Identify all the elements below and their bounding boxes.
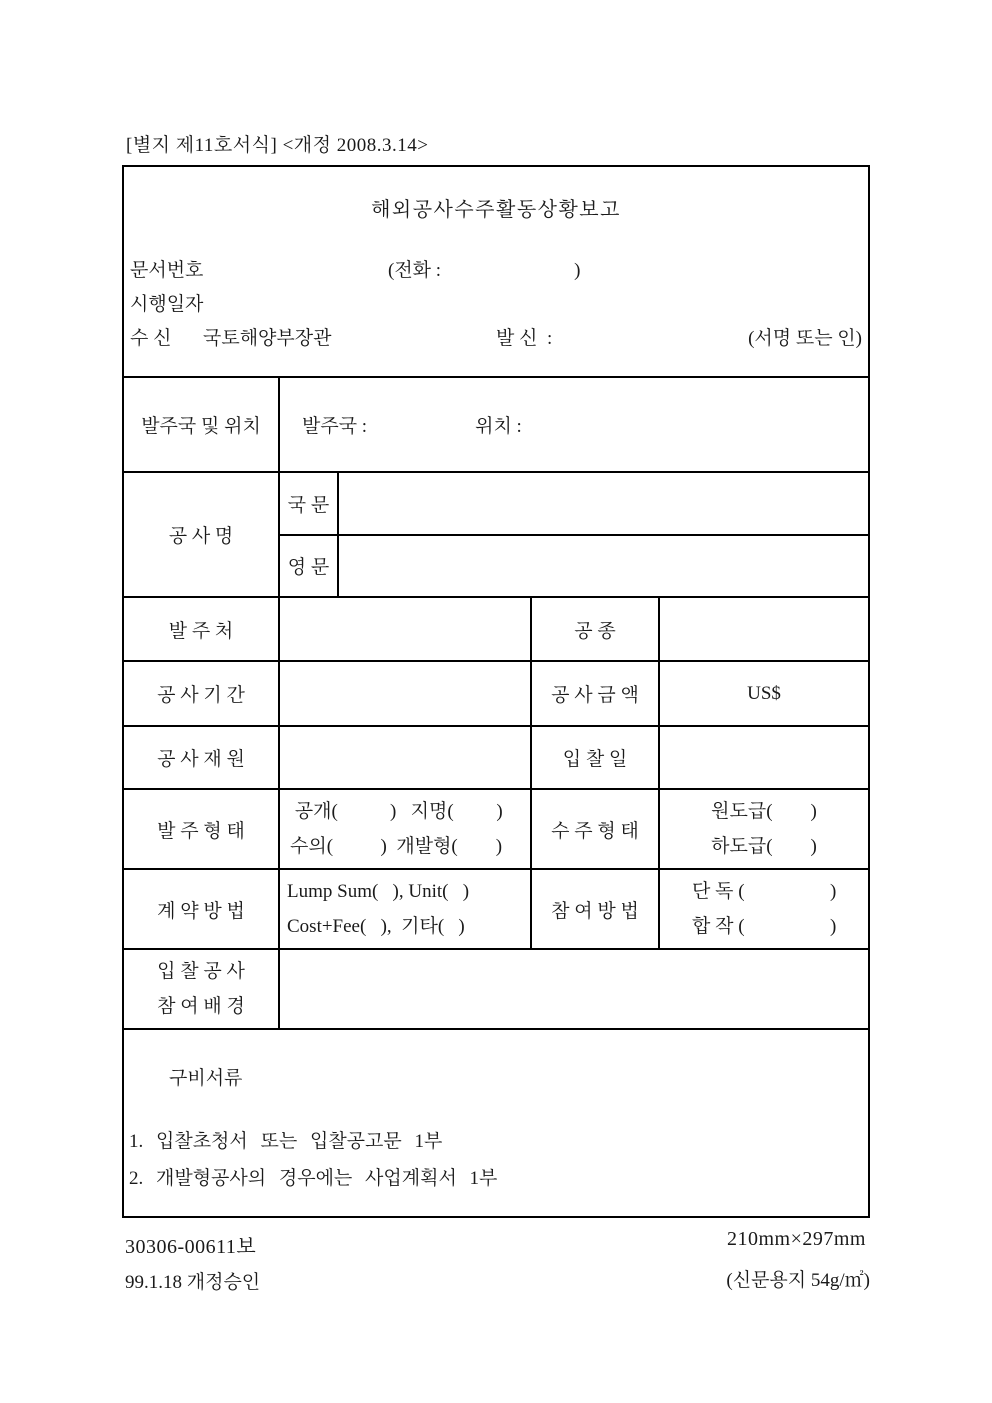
work-type-field [658, 598, 868, 660]
participation-option-line: 합 작 ( ) [692, 915, 837, 937]
award-type-label: 수 주 형 태 [530, 790, 658, 868]
issue-date-label: 시행일자 [130, 294, 204, 315]
location-field-label: 위치 : [475, 416, 522, 437]
bid-background-field [278, 950, 868, 1028]
form-note: [별지 제11호서식] <개정 2008.3.14> [126, 135, 429, 156]
contract-method-label: 계 약 방 법 [157, 900, 245, 922]
contract-amount-value: US$ [658, 662, 868, 725]
funding-label: 공 사 재 원 [157, 749, 245, 770]
form-header-section [124, 167, 868, 376]
project-name-label: 공 사 명 [168, 526, 234, 547]
orderer-country-row [124, 376, 868, 471]
bid-background-row [124, 948, 868, 1028]
order-type-option-line: 수의( ) 개발형( ) [290, 835, 503, 857]
korean-name-label: 국 문 [287, 494, 330, 516]
funding-row [124, 725, 868, 788]
period-row [124, 660, 868, 725]
construction-period-label: 공 사 기 간 [157, 685, 245, 706]
contract-method-option-line: Cost+Fee( ), 기타( ) [287, 915, 465, 937]
award-type-option-line: 원도급( ) [711, 800, 817, 822]
contract-amount-label: 공 사 금 액 [530, 662, 658, 725]
paper-spec: (신문용지 54g/㎡) [726, 1270, 870, 1291]
project-name-subtable [278, 473, 868, 596]
contract-method-options [278, 870, 530, 948]
funding-field [278, 727, 530, 788]
bid-date-label: 입 찰 일 [530, 727, 658, 788]
participation-method-label: 참 여 방 법 [530, 870, 658, 948]
required-documents-section [124, 1028, 868, 1216]
contract-method-option-line: Lump Sum( ), Unit( ) [287, 880, 470, 902]
english-name-label: 영 문 [287, 557, 330, 579]
sender-label: 발 신 : [496, 328, 553, 349]
korean-name-field [337, 473, 868, 534]
revision-approval: 99.1.18 개정승인 [125, 1272, 261, 1293]
signature-note: (서명 또는 인) [748, 328, 862, 349]
client-row [124, 596, 868, 660]
required-documents-title: 구비서류 [169, 1068, 243, 1089]
order-type-option-line: 공개( ) 지명( ) [290, 800, 503, 822]
orderer-country-field [278, 378, 868, 471]
order-type-options [278, 790, 530, 868]
award-type-option-line: 하도급( ) [711, 835, 817, 857]
country-field-label: 발주국 : [302, 416, 368, 437]
order-type-label: 발 주 형 태 [157, 820, 245, 842]
doc-number-label: 문서번호 [130, 260, 204, 281]
participation-method-options [658, 870, 868, 948]
order-type-row [124, 788, 868, 868]
english-name-field [337, 536, 868, 597]
contract-method-row [124, 868, 868, 948]
bid-background-label: 입 찰 공 사 참 여 배 경 [157, 960, 245, 1017]
recipient-label: 수 신 [130, 328, 172, 349]
participation-option-line: 단 독 ( ) [692, 880, 837, 902]
award-type-options [658, 790, 868, 868]
document-item: 1. 입찰초청서 또는 입찰공고문 1부 [129, 1131, 443, 1152]
orderer-country-label: 발주국 및 위치 [141, 416, 261, 437]
work-type-label: 공 종 [530, 598, 658, 660]
document-item: 2. 개발형공사의 경우에는 사업계획서 1부 [129, 1168, 498, 1189]
recipient-value: 국토해양부장관 [203, 328, 332, 349]
form-title: 해외공사수주활동상황보고 [371, 199, 621, 221]
paper-size: 210mm×297mm [726, 1228, 866, 1250]
form-code: 30306-00611보 [125, 1236, 257, 1258]
client-field [278, 598, 530, 660]
project-name-row [124, 471, 868, 596]
construction-period-field [278, 662, 530, 725]
phone-field: (전화 : ) [388, 260, 581, 281]
form-border-box [122, 165, 870, 1218]
bid-date-field [658, 727, 868, 788]
client-label: 발 주 처 [168, 620, 234, 642]
